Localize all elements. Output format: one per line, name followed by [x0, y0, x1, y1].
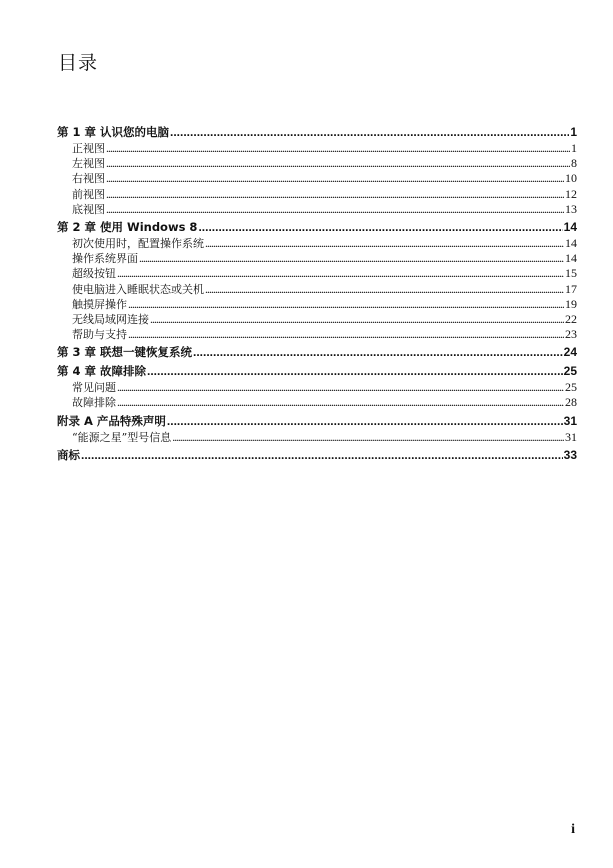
toc-entry-label: 正视图 — [72, 142, 105, 155]
toc-page-number: 8 — [571, 156, 577, 171]
dot-leader — [167, 413, 563, 430]
toc-section-wlan[interactable] — [57, 312, 577, 327]
toc-page-number: 24 — [563, 345, 577, 360]
toc-entry-label: 前视图 — [72, 187, 105, 201]
dot-leader — [170, 124, 569, 141]
toc-entry-label: 常见问题 — [72, 381, 116, 395]
toc-page-number: 17 — [565, 281, 577, 296]
dot-leader — [106, 187, 564, 202]
toc-entry-label: 帮助与支持 — [72, 328, 127, 342]
toc-entry-label: 附录 A 产品特殊声明 — [57, 413, 166, 428]
toc-chapter-3[interactable] — [57, 344, 577, 361]
toc-section-charms[interactable] — [57, 266, 577, 281]
toc-section-left-view[interactable] — [57, 156, 577, 171]
dot-leader — [128, 327, 564, 342]
dot-leader — [193, 344, 563, 361]
toc-section-energy-star[interactable] — [57, 430, 577, 445]
toc-page-number: 22 — [565, 311, 577, 326]
dot-leader — [139, 251, 564, 266]
toc-entry-label: 商标 — [57, 447, 80, 462]
toc-section-front-edge-view[interactable] — [57, 187, 577, 202]
dot-leader — [128, 297, 564, 312]
dot-leader — [198, 219, 562, 236]
toc-trademarks[interactable] — [57, 447, 577, 464]
dot-leader — [106, 156, 570, 171]
toc-page-number: 1 — [570, 125, 577, 139]
toc-entry-label: 第 3 章 联想一键恢复系统 — [57, 345, 193, 360]
toc-section-help-support[interactable] — [57, 327, 577, 342]
dot-leader — [205, 282, 564, 297]
toc-entry-label: 左视图 — [72, 157, 105, 171]
toc-appendix-a[interactable] — [57, 413, 577, 430]
toc-entry-label: 第 4 章 故障排除 — [57, 364, 147, 379]
toc-entry-label: 操作系统界面 — [72, 252, 138, 266]
toc-entry-label: 初次使用时，配置操作系统 — [72, 236, 204, 250]
toc-page-number: 1 — [571, 141, 577, 155]
toc-chapter-4[interactable] — [57, 363, 577, 380]
toc-page-number: 31 — [565, 429, 577, 444]
dot-leader — [172, 430, 564, 445]
dot-leader — [81, 447, 563, 464]
toc-page-number: 14 — [563, 219, 577, 234]
toc-entry-label: 使电脑进入睡眠状态或关机 — [72, 282, 204, 296]
dot-leader — [106, 202, 564, 217]
toc-page-number: 25 — [565, 380, 577, 395]
toc-section-front-view[interactable] — [57, 141, 577, 156]
toc-page-number: 33 — [563, 447, 577, 462]
toc-section-os-interface[interactable] — [57, 251, 577, 266]
toc-section-bottom-view[interactable] — [57, 202, 577, 217]
dot-leader — [117, 395, 564, 410]
toc-entry-label: 超级按钮 — [72, 267, 116, 281]
toc-chapter-2[interactable] — [57, 219, 577, 236]
toc-entry-label: 无线局域网连接 — [72, 312, 149, 326]
toc-section-troubleshooting[interactable] — [57, 395, 577, 410]
page-footer-number: i — [571, 822, 575, 837]
toc-page-number: 10 — [565, 171, 577, 186]
toc-page-number: 28 — [565, 395, 577, 410]
toc-page-number: 31 — [563, 413, 577, 428]
dot-leader — [147, 363, 563, 380]
toc-section-touchscreen[interactable] — [57, 297, 577, 312]
toc-entry-label: 第 2 章 使用 Windows 8 — [57, 219, 198, 234]
dot-leader — [106, 141, 570, 156]
toc-entry-label: 底视图 — [72, 202, 105, 216]
toc-entry-label: 第 1 章 认识您的电脑 — [57, 125, 170, 139]
dot-leader — [150, 312, 564, 327]
toc-page-number: 14 — [565, 235, 577, 250]
toc-page-number: 23 — [565, 327, 577, 342]
dot-leader — [117, 266, 564, 281]
toc-page-number: 19 — [565, 296, 577, 311]
dot-leader — [205, 236, 564, 251]
toc-section-first-use[interactable] — [57, 236, 577, 251]
toc-section-right-view[interactable] — [57, 171, 577, 186]
toc-page-number: 14 — [565, 251, 577, 266]
toc-section-sleep-shutdown[interactable] — [57, 282, 577, 297]
toc-section-faq[interactable] — [57, 380, 577, 395]
toc-page-number: 13 — [565, 201, 577, 216]
toc-entry-label: “能源之星”型号信息 — [72, 430, 172, 444]
toc-page-number: 15 — [565, 266, 577, 281]
toc-entry-label: 触摸屏操作 — [72, 297, 127, 311]
toc-page-number: 25 — [563, 364, 577, 379]
toc-page-number: 12 — [565, 186, 577, 201]
toc-chapter-1[interactable] — [57, 124, 577, 141]
page-title: 目录 — [58, 52, 99, 74]
dot-leader — [106, 171, 564, 186]
toc-entry-label: 故障排除 — [72, 396, 116, 410]
toc-entry-label: 右视图 — [72, 172, 105, 186]
dot-leader — [117, 380, 564, 395]
table-of-contents — [57, 124, 577, 464]
